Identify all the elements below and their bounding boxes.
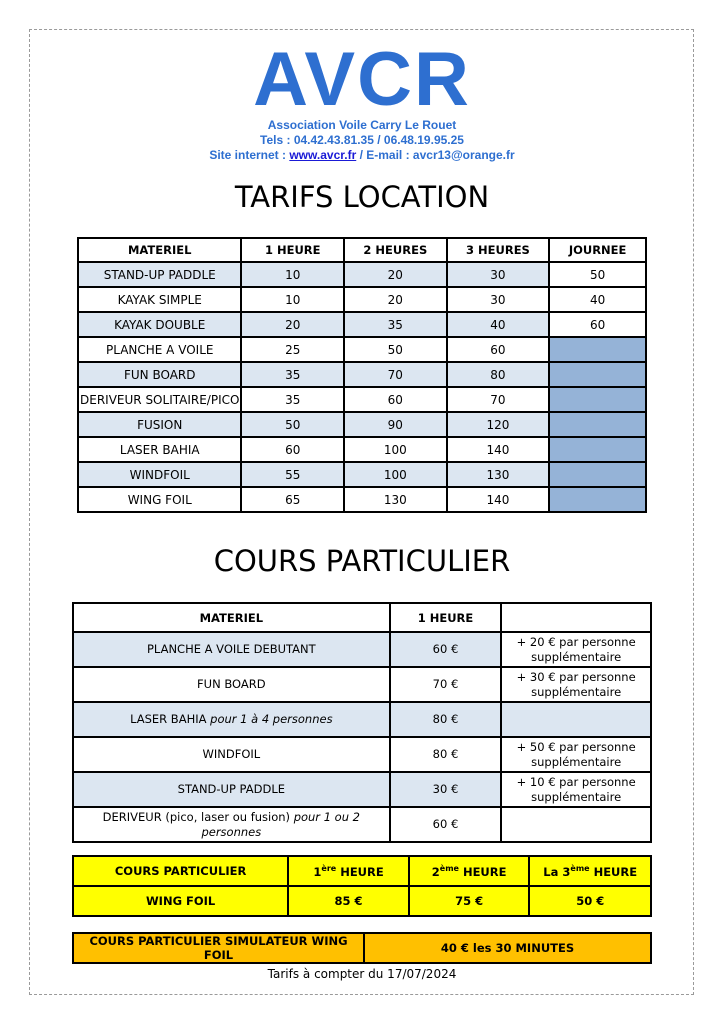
- simulateur-price: 40 € les 30 MINUTES: [364, 933, 651, 963]
- table-row: [78, 262, 646, 287]
- materiel-cell: KAYAK DOUBLE: [78, 312, 241, 337]
- price-cell: 60: [344, 387, 447, 412]
- simulateur-label: COURS PARTICULIER SIMULATEUR WING FOIL: [73, 933, 364, 963]
- header-supplement: [501, 603, 651, 632]
- price-cell: 30 €: [390, 772, 502, 807]
- price-cell: 70 €: [390, 667, 502, 702]
- cours-title: COURS PARTICULIER: [213, 544, 511, 578]
- cours-header-row: [73, 603, 651, 632]
- wing-header-3h: La 3ème HEURE: [529, 856, 651, 886]
- association-name: Association Voile Carry Le Rouet: [267, 118, 457, 132]
- price-cell: 10: [241, 262, 344, 287]
- price-cell: 65: [241, 487, 344, 512]
- wing-price-3h: 50 €: [529, 886, 651, 916]
- phone-numbers: Tels : 04.42.43.81.35 / 06.48.19.95.25: [260, 133, 464, 147]
- materiel-cell: [73, 667, 390, 702]
- price-cell: 80 €: [390, 702, 502, 737]
- price-cell: 40: [447, 312, 550, 337]
- price-cell: 60 €: [390, 632, 502, 667]
- materiel-cell: [73, 772, 390, 807]
- table-row: [73, 632, 651, 667]
- price-cell: 35: [241, 387, 344, 412]
- unavailable-cell: [549, 337, 646, 362]
- price-cell: 20: [344, 262, 447, 287]
- unavailable-cell: [549, 387, 646, 412]
- simulateur-row: [73, 933, 651, 963]
- table-row: [73, 667, 651, 702]
- materiel-cell: FUN BOARD: [78, 362, 241, 387]
- header-2h: 2 HEURES: [344, 238, 447, 262]
- supplement-cell: + 20 € par personne supplémentaire: [501, 632, 651, 667]
- avcr-logo: AVCR: [253, 37, 471, 122]
- materiel-label: DERIVEUR (pico, laser ou fusion): [102, 809, 294, 824]
- materiel-cell: [73, 702, 390, 737]
- header-journee: JOURNEE: [549, 238, 646, 262]
- table-row: [78, 387, 646, 412]
- price-cell: 35: [344, 312, 447, 337]
- price-cell: 120: [447, 412, 550, 437]
- price-cell: 70: [344, 362, 447, 387]
- wing-price-2h: 75 €: [409, 886, 530, 916]
- wing-header-row: [73, 856, 651, 886]
- price-cell: 100: [344, 462, 447, 487]
- unavailable-cell: [549, 362, 646, 387]
- materiel-note: pour 1 ou 2 personnes: [201, 809, 360, 839]
- wing-header-1h: 1ère HEURE: [288, 856, 409, 886]
- price-cell: 80: [447, 362, 550, 387]
- tarifs-date-footer: Tarifs à compter du 17/07/2024: [267, 967, 457, 981]
- materiel-cell: [73, 737, 390, 772]
- wing-price-1h: 85 €: [288, 886, 409, 916]
- price-cell: 100: [344, 437, 447, 462]
- header-3h: 3 HEURES: [447, 238, 550, 262]
- materiel-cell: [73, 807, 390, 842]
- price-cell: 50: [241, 412, 344, 437]
- table-row: [78, 412, 646, 437]
- price-cell: 130: [344, 487, 447, 512]
- simulateur-table: [72, 932, 652, 964]
- site-label: Site internet :: [209, 148, 290, 162]
- price-cell: 50: [549, 262, 646, 287]
- table-row: [73, 737, 651, 772]
- wing-price-row: [73, 886, 651, 916]
- materiel-cell: LASER BAHIA: [78, 437, 241, 462]
- materiel-cell: STAND-UP PADDLE: [78, 262, 241, 287]
- email-text: / E-mail : avcr13@orange.fr: [356, 148, 515, 162]
- header-materiel: MATERIEL: [73, 603, 390, 632]
- table-row: [78, 487, 646, 512]
- cours-table: [72, 602, 652, 843]
- price-cell: 10: [241, 287, 344, 312]
- supplement-cell: + 30 € par personne supplémentaire: [501, 667, 651, 702]
- price-cell: 60: [447, 337, 550, 362]
- price-cell: 30: [447, 287, 550, 312]
- wing-label: WING FOIL: [73, 886, 288, 916]
- location-title: TARIFS LOCATION: [234, 180, 490, 214]
- materiel-label: FUN BOARD: [197, 677, 266, 691]
- price-cell: 60 €: [390, 807, 502, 842]
- price-cell: 35: [241, 362, 344, 387]
- price-cell: 40: [549, 287, 646, 312]
- supplement-cell: + 50 € par personne supplémentaire: [501, 737, 651, 772]
- unavailable-cell: [549, 412, 646, 437]
- materiel-label: LASER BAHIA: [130, 712, 211, 726]
- header-materiel: MATERIEL: [78, 238, 241, 262]
- supplement-cell: [501, 702, 651, 737]
- header-1h: 1 HEURE: [241, 238, 344, 262]
- supplement-cell: + 10 € par personne supplémentaire: [501, 772, 651, 807]
- header-1h: 1 HEURE: [390, 603, 502, 632]
- price-cell: 25: [241, 337, 344, 362]
- wing-header-label: COURS PARTICULIER: [73, 856, 288, 886]
- price-cell: 30: [447, 262, 550, 287]
- materiel-cell: WING FOIL: [78, 487, 241, 512]
- table-row: [73, 772, 651, 807]
- materiel-cell: PLANCHE A VOILE: [78, 337, 241, 362]
- materiel-cell: WINDFOIL: [78, 462, 241, 487]
- materiel-label: PLANCHE A VOILE DEBUTANT: [146, 642, 316, 656]
- unavailable-cell: [549, 462, 646, 487]
- price-cell: 140: [447, 437, 550, 462]
- materiel-note: pour 1 à 4 personnes: [210, 712, 333, 726]
- materiel-cell: FUSION: [78, 412, 241, 437]
- materiel-cell: DERIVEUR SOLITAIRE/PICO: [78, 387, 241, 412]
- price-cell: 130: [447, 462, 550, 487]
- supplement-cell: [501, 807, 651, 842]
- wing-foil-table: [72, 855, 652, 917]
- location-header-row: [78, 238, 646, 262]
- price-cell: 50: [344, 337, 447, 362]
- table-row: [78, 362, 646, 387]
- price-cell: 60: [549, 312, 646, 337]
- price-cell: 140: [447, 487, 550, 512]
- contact-line: [0, 148, 724, 162]
- price-cell: 90: [344, 412, 447, 437]
- materiel-cell: KAYAK SIMPLE: [78, 287, 241, 312]
- table-row: [78, 462, 646, 487]
- table-row: [73, 702, 651, 737]
- materiel-label: WINDFOIL: [202, 747, 261, 761]
- price-cell: 60: [241, 437, 344, 462]
- table-row: [78, 337, 646, 362]
- location-table: [77, 237, 647, 513]
- table-row: [73, 807, 651, 842]
- materiel-cell: [73, 632, 390, 667]
- price-cell: 55: [241, 462, 344, 487]
- table-row: [78, 312, 646, 337]
- website-link[interactable]: www.avcr.fr: [289, 148, 357, 162]
- wing-header-2h: 2ème HEURE: [409, 856, 530, 886]
- price-cell: 70: [447, 387, 550, 412]
- price-cell: 20: [241, 312, 344, 337]
- materiel-label: STAND-UP PADDLE: [177, 782, 286, 796]
- price-cell: 80 €: [390, 737, 502, 772]
- unavailable-cell: [549, 437, 646, 462]
- price-cell: 20: [344, 287, 447, 312]
- table-row: [78, 437, 646, 462]
- table-row: [78, 287, 646, 312]
- unavailable-cell: [549, 487, 646, 512]
